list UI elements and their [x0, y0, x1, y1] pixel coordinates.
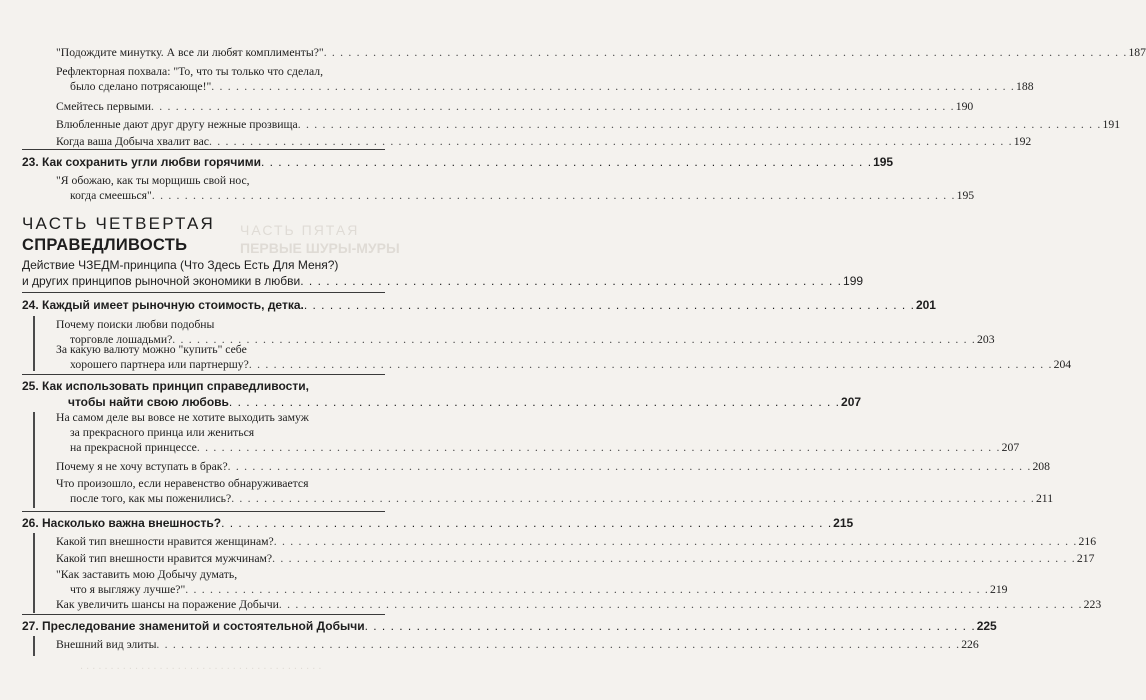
- section-bar: [33, 412, 35, 508]
- toc-entry[interactable]: За какую валюту можно "купить" себе хорошего партнера или партнершу? . . . 204: [56, 342, 385, 372]
- toc-entry[interactable]: "Как заставить мою Добычу думать, что я выгляжу лучше?" . . . 219: [56, 567, 385, 597]
- toc-entry[interactable]: Почему поиски любви подобны торговле лошадьми? . . . 203: [56, 317, 385, 347]
- toc-entry[interactable]: Рефлекторная похвала: "То, что ты только что сделал, было сделано потрясающе!" . . . 188: [56, 64, 385, 94]
- section-bar: [33, 636, 35, 656]
- toc-entry[interactable]: Какой тип внешности нравится женщинам? . . . 216: [56, 534, 385, 549]
- toc-entry[interactable]: Влюбленные дают друг другу нежные прозвища . . . 191: [56, 117, 385, 132]
- toc-entry[interactable]: На самом деле вы вовсе не хотите выходить замуж за прекрасного принца или жениться на прекрасной принцессе . . . 207: [56, 410, 385, 455]
- toc-entry[interactable]: Как увеличить шансы на поражение Добычи . . . 223: [56, 597, 385, 612]
- chapter-23-entry[interactable]: 23. Как сохранить угли любви горячими . . . 195: [22, 154, 385, 170]
- toc-entry[interactable]: Какой тип внешности нравится мужчинам? . . . 217: [56, 551, 385, 566]
- chapter-divider: [22, 292, 385, 293]
- chapter-divider: [22, 511, 385, 512]
- bleed-through-text: ПЕРВЫЕ ШУРЫ-МУРЫ: [240, 240, 400, 256]
- section-bar: [33, 316, 35, 371]
- toc-entry[interactable]: Внешний вид элиты . . . 226: [56, 637, 385, 652]
- part-title: СПРАВЕДЛИВОСТЬ: [22, 236, 188, 254]
- part-intro-entry[interactable]: Действие ЧЗЕДМ-принципа (Что Здесь Есть Для Меня?) и других принципов рыночной экономики в любви . . . 199: [22, 257, 385, 289]
- chapter-26-entry[interactable]: 26. Насколько важна внешность? . . . 215: [22, 515, 385, 531]
- part-label: ЧАСТЬ ЧЕТВЕРТАЯ: [22, 214, 216, 233]
- chapter-27-entry[interactable]: 27. Преследование знаменитой и состоятельной Добычи . . . 225: [22, 618, 385, 634]
- toc-entry[interactable]: "Подождите минутку. А все ли любят комплименты?" . . . 187: [56, 45, 385, 60]
- chapter-24-entry[interactable]: 24. Каждый имеет рыночную стоимость, детка. . . . 201: [22, 297, 385, 313]
- toc-entry[interactable]: Что произошло, если неравенство обнаруживается после того, как мы поженились? . . . 211: [56, 476, 385, 506]
- toc-entry[interactable]: "Я обожаю, как ты морщишь свой нос, когда смеешься" . . . 195: [56, 173, 385, 203]
- bleed-through-text: ЧАСТЬ ПЯТАЯ: [240, 222, 360, 238]
- bleed-through-text: . . . . . . . . . . . . . . . . . . . . . . . . . . . . . . . . . . . . . . . .: [80, 660, 322, 672]
- toc-entry[interactable]: Почему я не хочу вступать в брак? . . . 208: [56, 459, 385, 474]
- chapter-25-entry[interactable]: 25. Как использовать принцип справедливости, чтобы найти свою любовь . . . 207: [22, 378, 385, 410]
- section-bar: [33, 533, 35, 613]
- chapter-divider: [22, 614, 385, 615]
- toc-entry[interactable]: Смейтесь первыми . . . 190: [56, 99, 385, 114]
- toc-entry[interactable]: Когда ваша Добыча хвалит вас . . . 192: [56, 134, 385, 149]
- chapter-divider: [22, 374, 385, 375]
- chapter-divider: [22, 149, 385, 150]
